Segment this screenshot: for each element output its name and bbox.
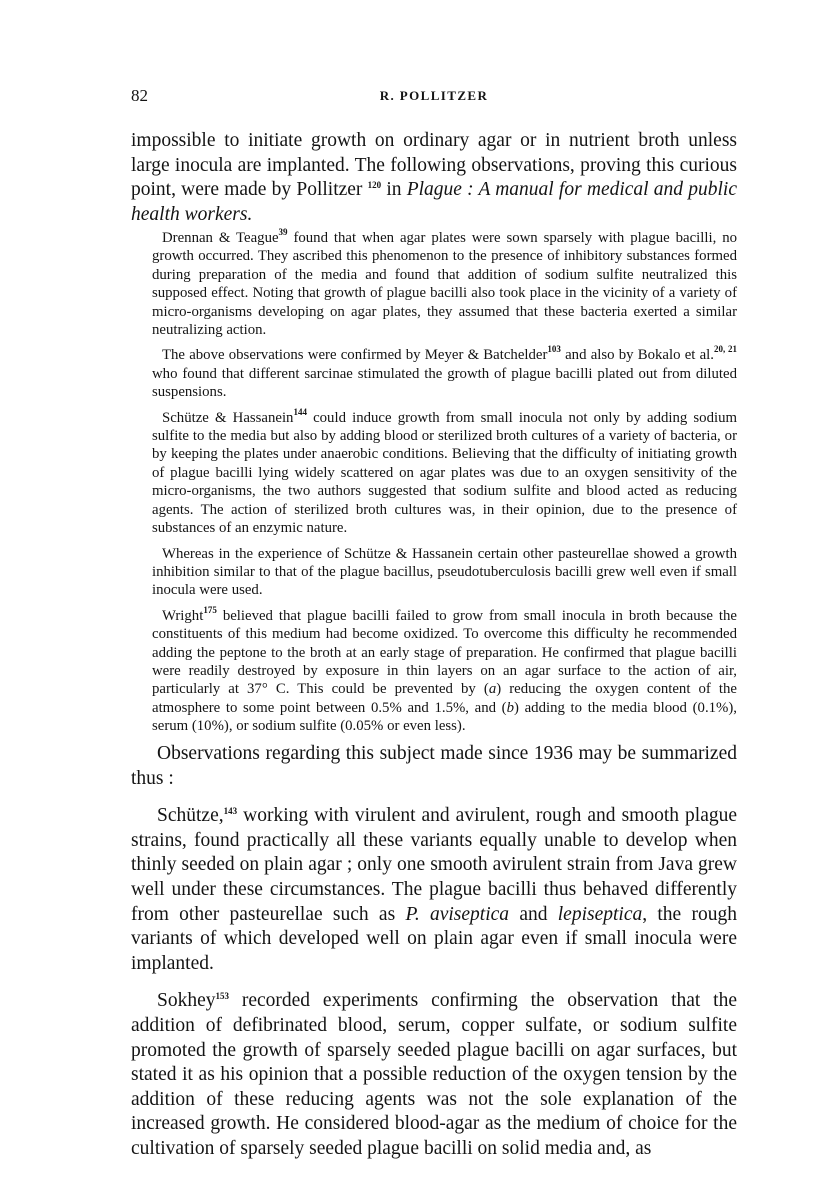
quote-paragraph-3 bbox=[152, 406, 737, 538]
body-paragraph-2 bbox=[131, 804, 737, 976]
running-head: R. POLLITZER bbox=[379, 88, 489, 103]
main-text bbox=[131, 742, 737, 1175]
intro-paragraph bbox=[131, 129, 737, 227]
body-text: and bbox=[509, 903, 558, 925]
body-paragraph-3 bbox=[131, 989, 737, 1161]
quote-text: The above observations were confirmed by Meyer & Batchelder bbox=[162, 347, 548, 364]
quote-text: and also by Bokalo et al. bbox=[560, 347, 714, 364]
body-paragraph-1: Observations regarding this subject made since 1936 may be summarized thus : bbox=[131, 743, 737, 789]
quote-text: believed that plague bacilli failed to grow from small inocula in broth because the constituents of this medium had become oxidized. To overcome this difficulty he recommended adding the peptone to the broth at an early stage of preparation. He confirmed that plague bacilli were readily destroyed by exposure in thin layers on an agar surface to the action of air, particularly at 37° C. This could be prevented by ( bbox=[152, 607, 737, 698]
reference-superscript: 153 bbox=[215, 991, 229, 1002]
quote-paragraph-1 bbox=[152, 229, 737, 339]
quote-text: ) reducing the oxygen content of the atmosphere to some point between 0.5% and 1.5%, and ( bbox=[152, 681, 738, 716]
reference-superscript: 103 bbox=[547, 344, 561, 355]
book-title: Plague : A manual for medical and public health workers. bbox=[131, 179, 737, 225]
body-text: Schütze, bbox=[157, 805, 224, 827]
quote-paragraph-4: Whereas in the experience of Schütze & Hassanein certain other pasteurellae showed a growth inhibition similar to that of the plague bacillus, pseudotuberculosis bacilli grew well even if small inocula were used. bbox=[152, 545, 737, 599]
quote-text: found that when agar plates were sown sparsely with plague bacilli, no growth occurred. They ascribed this phenomenon to the presence of inhibitory substances formed during preparation of the media and found that addition of sodium sulfite neutralized this supposed effect. Noting that growth of plague bacilli also took place in the vicinity of a variety of micro-organisms developing on agar plates, they assumed that these bacteria exerted a similar neutralizing action. bbox=[152, 230, 737, 339]
reference-superscript: 39 bbox=[278, 227, 288, 237]
quote-text: Schütze & Hassanein bbox=[162, 409, 294, 426]
quote-text: ) adding to the media blood (0.1%), serum (10%), or sodium sulfite (0.05% or even less). bbox=[152, 699, 737, 735]
quoted-excerpt bbox=[152, 229, 737, 743]
quote-text: Wright bbox=[162, 607, 204, 624]
reference-superscript: 175 bbox=[203, 604, 217, 615]
quote-text: who found that different sarcinae stimulated the growth of plague bacilli plated out from diluted suspensions. bbox=[152, 365, 737, 401]
quote-text: Drennan & Teague bbox=[162, 230, 279, 246]
reference-superscript: 144 bbox=[293, 406, 307, 417]
species-name: P. aviseptica bbox=[405, 903, 510, 925]
quote-paragraph-5 bbox=[152, 604, 738, 736]
reference-superscript: 20, 21 bbox=[713, 344, 737, 355]
quote-text: could induce growth from small inocula not only by adding sodium sulfite to the media but also by adding blood or sterilized broth cultures of a variety of bacteria, or by keeping the plates under anaerobic conditions. Believing that the difficulty of initiating growth of plague bacilli lying widely scattered on agar plates was due to an oxygen sensitivity of the micro-organisms, the two authors suggested that sodium sulfite and blood acted as reducing agents. The action of sterilized broth cultures was, in their opinion, due to the presence of substances of an enzymic nature. bbox=[152, 409, 737, 537]
body-text: working with virulent and avirulent, rough and smooth plague strains, found practically all these variants equally unable to develop when thinly seeded on plain agar ; only one smooth avirulent strain from Java grew well under these circumstances. The plague bacilli thus behaved differently from other pasteurellae such as bbox=[131, 805, 737, 925]
intro-text-part: in bbox=[381, 179, 407, 200]
species-name: lepiseptica bbox=[557, 903, 643, 925]
intro-text-part: impossible to initiate growth on ordinary agar or in nutrient broth unless large inocula are implanted. The following observations, proving this curious point, were made by Pollitzer bbox=[131, 130, 737, 200]
body-text: Sokhey bbox=[157, 990, 216, 1012]
italic-letter: a bbox=[488, 681, 497, 698]
body-text: recorded experiments confirming the observation that the addition of defibrinated blood, serum, copper sulfate, or sodium sulfite promoted the growth of sparsely seeded plague bacilli on agar surfaces, but stated it as his opinion that a possible reduction of the oxygen tension by the addition of these reducing agents was not the sole explanation of the increased growth. He considered blood-agar as the medium of choice for the cultivation of sparsely seeded plague bacilli on solid media and, as bbox=[131, 990, 737, 1159]
body-text: , the rough variants of which developed well on plain agar even if small inocula were implanted. bbox=[131, 903, 737, 974]
reference-superscript: 120 bbox=[367, 180, 382, 190]
italic-letter: b bbox=[506, 699, 515, 716]
page-number: 82 bbox=[131, 86, 148, 105]
quote-paragraph-2 bbox=[152, 346, 737, 401]
page-header bbox=[131, 86, 737, 108]
intro-text bbox=[131, 129, 737, 227]
reference-superscript: 143 bbox=[223, 806, 238, 817]
